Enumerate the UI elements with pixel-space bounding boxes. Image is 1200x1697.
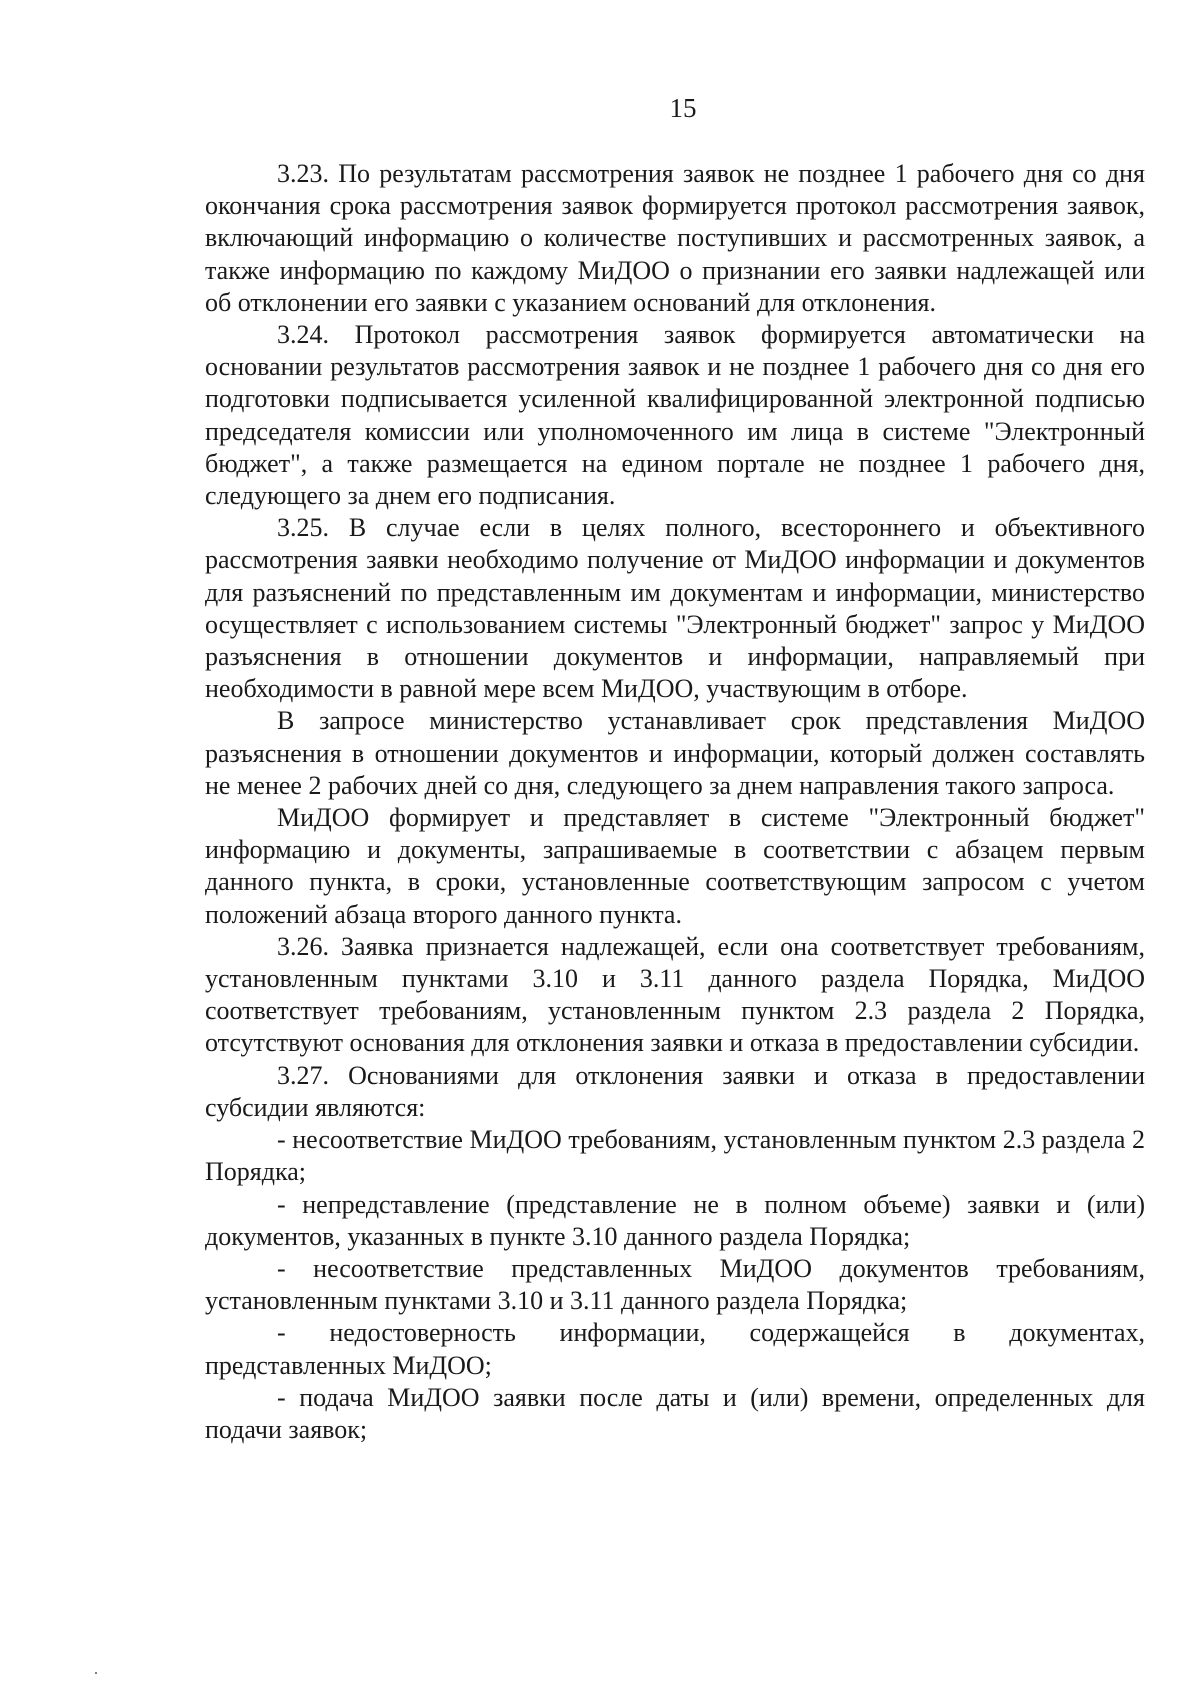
paragraph-3-23: 3.23. По результатам рассмотрения заявок не позднее 1 рабочего дня со дня окончания срока рассмотрения заявок формируется протокол рассмотрения заявок, включающий информацию о количестве поступивших и рассмотренных заявок, а также информацию по каждому МиДОО о признании его заявки надлежащей или об отклонении его заявки с указанием оснований для отклонения. [205, 159, 1145, 317]
paragraph-3-25-request-term: В запросе министерство устанавливает срок представления МиДОО разъяснения в отношении документов и информации, который должен составлять не менее 2 рабочих дней со дня, следующего за днем направления такого запроса. [205, 706, 1145, 800]
list-item-nonsubmission: - непредставление (представление не в полном объеме) заявки и (или) документов, указанных в пункте 3.10 данного раздела Порядка; [205, 1189, 1145, 1251]
list-item-inaccuracy: - недостоверность информации, содержащейся в документах, представленных МиДОО; [205, 1318, 1145, 1380]
paragraph-3-27: 3.27. Основаниями для отклонения заявки и отказа в предоставлении субсидии являются: [205, 1060, 1145, 1122]
scan-speck [95, 1672, 97, 1674]
page-number: 15 [669, 93, 697, 123]
paragraph-3-25: 3.25. В случае если в целях полного, всестороннего и объективного рассмотрения заявки необходимо получение от МиДОО информации и документов для разъяснений по представленным им документам и информации, министерство осуществляет с использованием системы "Электронный бюджет" запрос у МиДОО разъяснения в отношении документов и информации, направляемый при необходимости в равной мере всем МиДОО, участвующим в отборе. [205, 513, 1145, 704]
paragraph-3-25-response: МиДОО формирует и представляет в системе "Электронный бюджет" информацию и документы, запрашиваемые в соответствии с абзацем первым данного пункта, в сроки, установленные соответствующим запросом с учетом положений абзаца второго данного пункта. [205, 803, 1145, 929]
list-item-late-submission: - подача МиДОО заявки после даты и (или) времени, определенных для подачи заявок; [205, 1382, 1145, 1444]
paragraph-3-26: 3.26. Заявка признается надлежащей, если она соответствует требованиям, установленным пунктами 3.10 и 3.11 данного раздела Порядка, МиДОО соответствует требованиям, установленным пунктом 2.3 раздела 2 Порядка, отсутствуют основания для отклонения заявки и отказа в предоставлении субсидии. [205, 931, 1145, 1058]
list-item-noncompliance: - несоответствие МиДОО требованиям, установленным пунктом 2.3 раздела 2 Порядка; [205, 1125, 1145, 1187]
paragraph-3-24: 3.24. Протокол рассмотрения заявок формируется автоматически на основании результатов рассмотрения заявок и не позднее 1 рабочего дня со дня его подготовки подписывается усиленной квалифицированной электронной подписью председателя комиссии или уполномоченного им лица в системе "Электронный бюджет", а также размещается на едином портале не позднее 1 рабочего дня, следующего за днем его подписания. [205, 320, 1145, 511]
document-body [205, 158, 1145, 1446]
list-item-document-mismatch: - несоответствие представленных МиДОО документов требованиям, установленным пунктами 3.10 и 3.11 данного раздела Порядка; [205, 1253, 1145, 1316]
